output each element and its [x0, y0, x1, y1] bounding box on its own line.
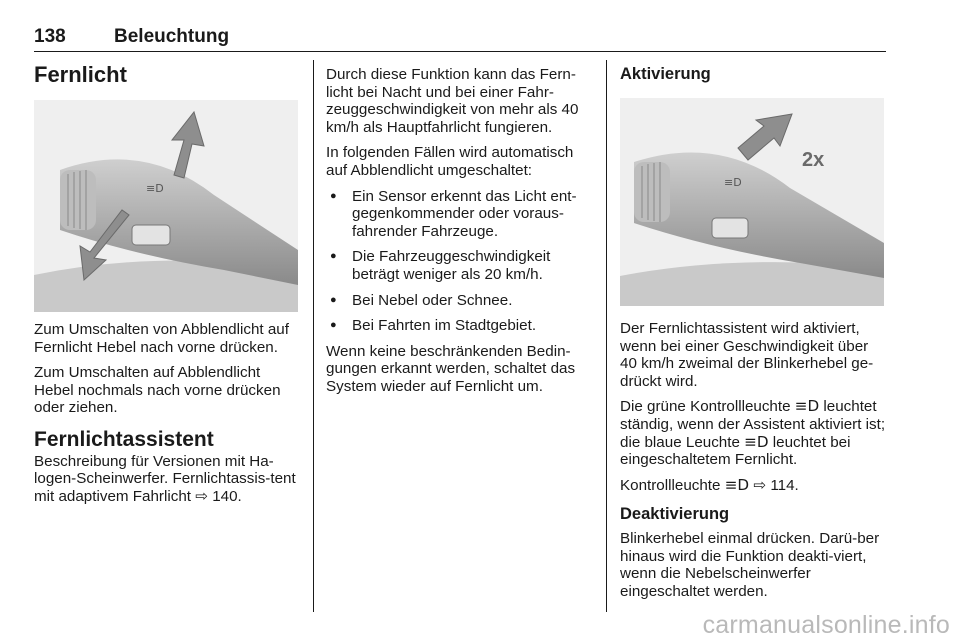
- column-divider-1: [313, 60, 314, 612]
- paragraph: In folgenden Fällen wird automatisch auf Abblendlicht umgeschaltet:: [326, 144, 574, 179]
- paragraph: Zum Umschalten auf Abblendlicht Hebel nochmals nach vorne drücken oder ziehen.: [34, 364, 281, 417]
- paragraph-text: Die grüne Kontrollleuchte: [620, 398, 795, 416]
- paragraph-text: Beschreibung für Versionen mit Ha-logen-Scheinwerfer. Fernlichtassis-tent mit adaptivem Fahrlicht: [34, 452, 296, 505]
- paragraph: [620, 477, 888, 495]
- condition-list: [326, 188, 594, 335]
- page-title: Beleuchtung: [114, 26, 230, 47]
- column-right: [620, 66, 888, 84]
- highbeam-lamp-icon: ≡D: [744, 432, 769, 451]
- paragraph: Durch diese Funktion kann das Fern-licht bei Nacht und bei einer Fahr-zeuggeschwindigkeit von mehr als 40 km/h als Hauptfahrlicht fungieren.: [326, 66, 579, 136]
- page-header: [34, 26, 886, 52]
- svg-text:≡D: ≡D: [146, 182, 164, 195]
- page-reference[interactable]: 114.: [770, 476, 799, 494]
- paragraph: Zum Umschalten von Abblendlicht auf Fernlicht Hebel nach vorne drücken.: [34, 321, 289, 356]
- section-heading-fernlichtassistent: Fernlichtassistent: [34, 427, 214, 451]
- section-heading-fernlicht: Fernlicht: [34, 62, 127, 87]
- paragraph-text: leuchtet ständig, wenn der Assistent aktiviert ist; die blaue Leuchte: [620, 398, 886, 451]
- section-heading-deaktivierung: Deaktivierung: [620, 505, 730, 524]
- paragraph: Der Fernlichtassistent wird aktiviert, wenn bei einer Geschwindigkeit über 40 km/h zweimal der Blinkerhebel ge-drückt wird.: [620, 320, 874, 390]
- paragraph: [620, 398, 888, 468]
- list-item: ● Die Fahrzeuggeschwindigkeit beträgt weniger als 20 km/h.: [326, 248, 594, 283]
- column-divider-2: [606, 60, 607, 612]
- section-heading-aktivierung: Aktivierung: [620, 65, 711, 83]
- list-item: ● Ein Sensor erkennt das Licht ent-gegenkommender oder voraus-fahrender Fahrzeuge.: [326, 188, 594, 241]
- paragraph-text: leuchtet bei eingeschaltetem Fernlicht.: [620, 433, 851, 469]
- column-left: [34, 62, 300, 87]
- page-reference-arrow-icon: ⇨: [753, 475, 767, 494]
- page-reference-arrow-icon: ⇨: [195, 486, 208, 505]
- list-item: ● Bei Nebel oder Schnee.: [326, 292, 594, 310]
- figure-lever-aktivierung: [620, 98, 884, 306]
- page-number: 138: [34, 26, 66, 47]
- paragraph-text: Kontrollleuchte: [620, 476, 725, 494]
- figure-lever-fernlicht: [34, 100, 298, 312]
- svg-text:≡D: ≡D: [724, 176, 742, 189]
- assist-lamp-icon: ≡D: [794, 397, 820, 416]
- column-left-text: [34, 321, 300, 513]
- paragraph: Blinkerhebel einmal drücken. Darü-ber hinaus wird die Funktion deakti-viert, wenn die Nebelscheinwerfer eingeschaltet werden.: [620, 529, 880, 600]
- paragraph: Wenn keine beschränkenden Bedin-gungen erkannt werden, schaltet das System wieder auf Fernlicht um.: [326, 342, 576, 395]
- watermark: carmanualsonline.info: [702, 611, 950, 639]
- assist-lamp-icon: ≡D: [724, 475, 750, 494]
- list-item: ● Bei Fahrten im Stadtgebiet.: [326, 317, 594, 335]
- column-right-text: [620, 320, 888, 608]
- column-middle: [326, 66, 594, 404]
- page-reference[interactable]: 140.: [212, 487, 242, 505]
- header-rule: [34, 51, 886, 52]
- paragraph: [34, 453, 300, 506]
- figure-label-2x: 2x: [802, 149, 825, 171]
